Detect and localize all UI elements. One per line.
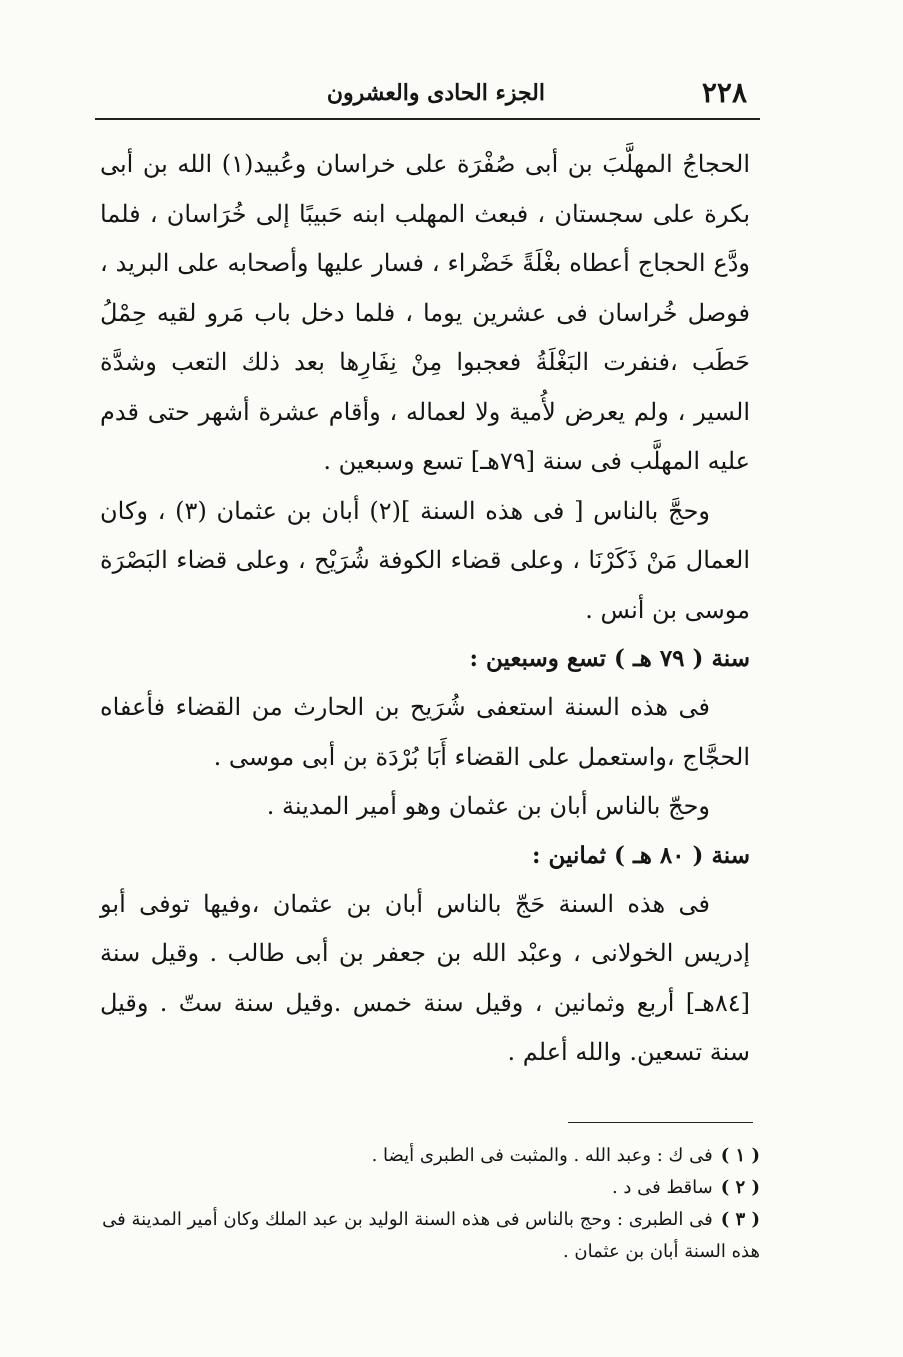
footnote-number: ( ٢ ) <box>720 1177 760 1198</box>
footnote-3 <box>100 1204 760 1268</box>
header-rule <box>95 118 760 120</box>
footnote-1 <box>100 1140 760 1172</box>
footnotes <box>100 1140 760 1268</box>
footnote-text: فى الطبرى : وحج بالناس فى هذه السنة الوليد بن عبد الملك وكان أمير المدينة فى هذه السنة أبان بن عثمان . <box>102 1209 760 1262</box>
footnote-text: ساقط فى د . <box>611 1177 713 1198</box>
heading-year-80: سنة ( ٨٠ هـ ) ثمانين : <box>532 841 750 869</box>
main-text <box>100 140 750 1078</box>
paragraph-hajj-aban: وحجَّ بالناس [ فى هذه السنة ](٢) أبان بن عثمان (٣) ، وكان العمال مَنْ ذَكَرْنَا ، وعلى قضاء الكوفة شُرَيْح ، وعلى قضاء البَصْرَة موسى بن أنس . <box>100 496 750 624</box>
page-header <box>95 70 755 114</box>
footnote-number: ( ٣ ) <box>720 1209 760 1230</box>
paragraph-hajjaj: الحجاجُ المهلَّبَ بن أبى صُفْرَة على خراسان وعُبيد(١) الله بن أبى بكرة على سجستان ، فبعث المهلب ابنه حَبيبًا إلى خُرَاسان ، فلما ودَّع الحجاج أعطاه بغْلَةً خَضْراء ، فسار عليها وأصحابه على البريد ، فوصل خُراسان فى عشرين يوما ، فلما دخل باب مَرو لقيه حِمْلُ حَطَب ،فنفرت البَغْلَةُ فعجبوا مِنْ نِفَارِها بعد ذلك التعب وشدَّة السير ، ولم يعرض لأُمية ولا لعماله ، وأقام عشرة أشهر حتى قدم عليه المهلَّب فى سنة [٧٩هـ] تسع وسبعين . <box>100 150 751 475</box>
footnote-text: فى ك : وعبد الله . والمثبت فى الطبرى أيضا . <box>371 1145 713 1166</box>
page-number: ٢٢٨ <box>701 76 747 109</box>
footnote-rule <box>568 1122 753 1123</box>
footnote-number: ( ١ ) <box>720 1145 760 1166</box>
heading-year-79: سنة ( ٧٩ هـ ) تسع وسبعين : <box>469 645 750 672</box>
paragraph-year79-shurayh: فى هذه السنة استعفى شُرَيح بن الحارث من القضاء فأعفاه الحجَّاج ،واستعمل على القضاء أَبَا بُرْدَة بن أبى موسى . <box>100 693 750 771</box>
paragraph-year79-hajj: وحجّ بالناس أبان بن عثمان وهو أمير المدينة . <box>266 792 710 820</box>
footnote-2 <box>100 1172 760 1204</box>
paragraph-year80: فى هذه السنة حَجّ بالناس أبان بن عثمان ،وفيها توفى أبو إدريس الخولانى ، وعبْد الله بن جعفر بن أبى طالب . وقيل سنة [٨٤هـ] أربع وثمانين ، وقيل سنة خمس .وقيل سنة ستّ . وقيل سنة تسعين. والله أعلم . <box>100 889 750 1066</box>
running-title: الجزء الحادى والعشرون <box>326 80 545 106</box>
